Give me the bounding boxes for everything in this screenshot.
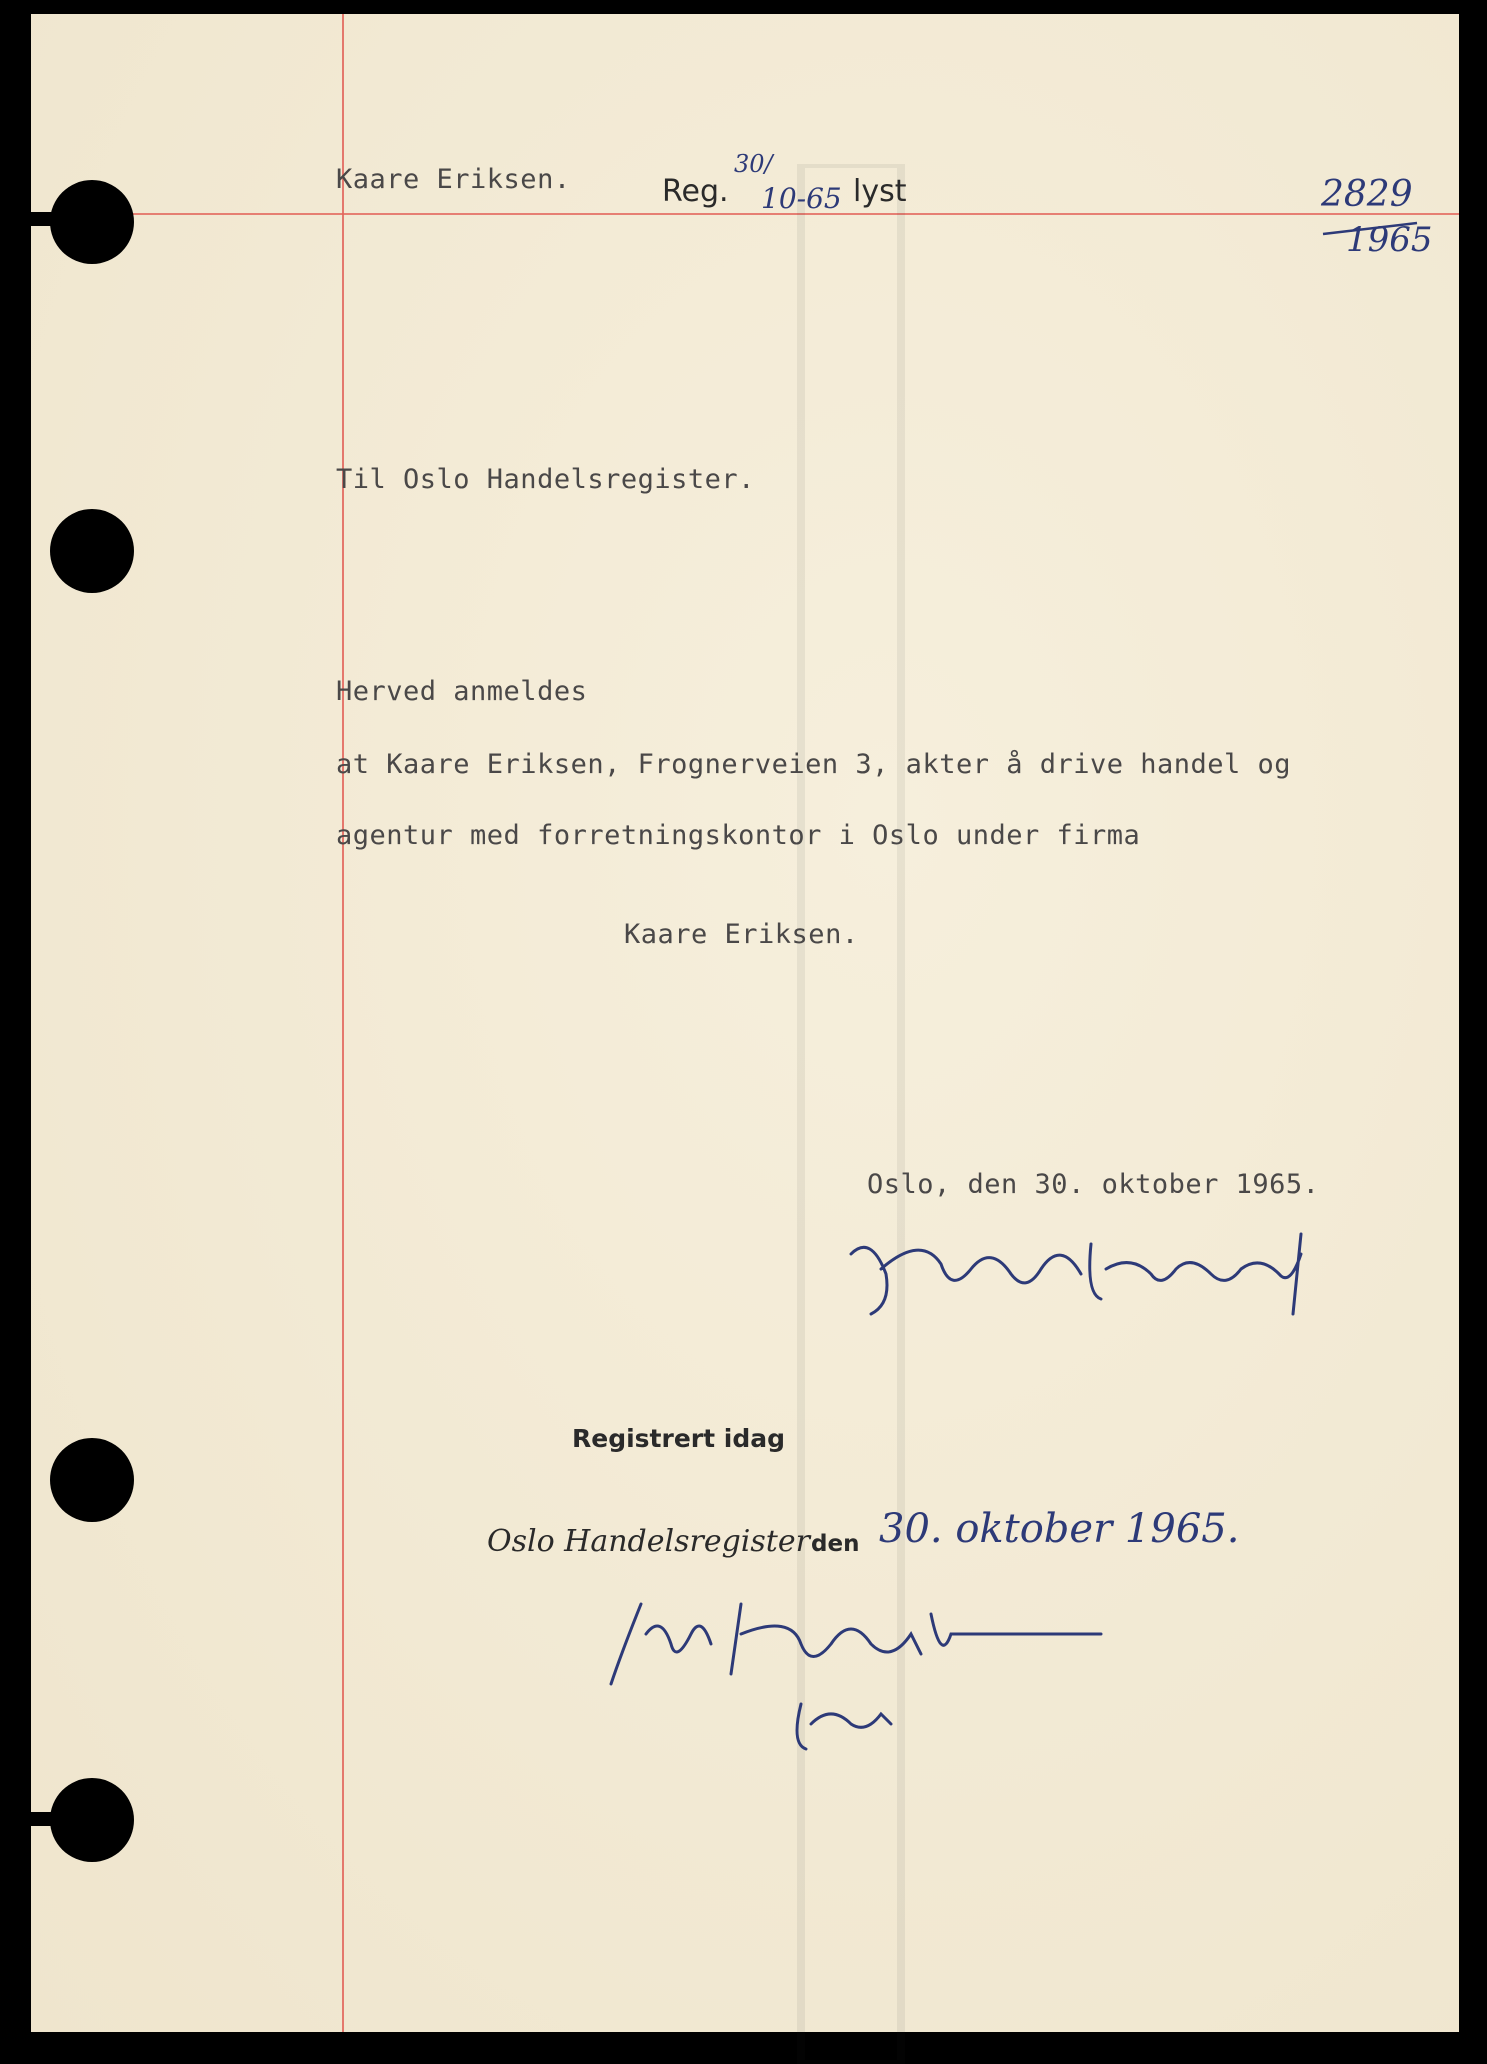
document-page xyxy=(31,14,1459,2032)
registrar-signature xyxy=(591,1574,1111,1764)
firm-name-line: Kaare Eriksen. xyxy=(624,919,859,950)
header-typed-name: Kaare Eriksen. xyxy=(336,164,571,195)
body-line-2: agentur med forretningskontor i Oslo under firma xyxy=(336,820,1141,851)
place-date-line: Oslo, den 30. oktober 1965. xyxy=(867,1169,1320,1200)
binder-hole-4 xyxy=(50,1778,134,1862)
reg-date-rest: 10-65 xyxy=(761,182,842,215)
intro-line: Herved anmeldes xyxy=(336,676,588,707)
binder-hole-2 xyxy=(50,509,134,593)
margin-line-horizontal xyxy=(31,213,1459,215)
binder-hole-3 xyxy=(50,1438,134,1522)
body-line-1: at Kaare Eriksen, Frognerveien 3, akter å drive handel og xyxy=(336,749,1292,780)
registry-date: 30. oktober 1965. xyxy=(879,1506,1240,1552)
reg-date-day: 30/ xyxy=(734,150,773,178)
reg-lyst-stamp: lyst xyxy=(853,174,907,209)
den-label: den xyxy=(811,1531,860,1557)
margin-line-vertical xyxy=(342,14,344,2032)
watermark-stamp xyxy=(791,164,911,2064)
binder-hole-1 xyxy=(50,180,134,264)
case-number: 2829 xyxy=(1321,174,1413,215)
case-year: 1965 xyxy=(1346,220,1433,260)
addressee-line: Til Oslo Handelsregister. xyxy=(336,464,755,495)
reg-stamp: Reg. xyxy=(662,174,729,209)
registered-today-stamp: Registrert idag xyxy=(572,1424,786,1453)
applicant-signature xyxy=(831,1214,1351,1324)
registry-name: Oslo Handelsregister xyxy=(487,1524,810,1559)
